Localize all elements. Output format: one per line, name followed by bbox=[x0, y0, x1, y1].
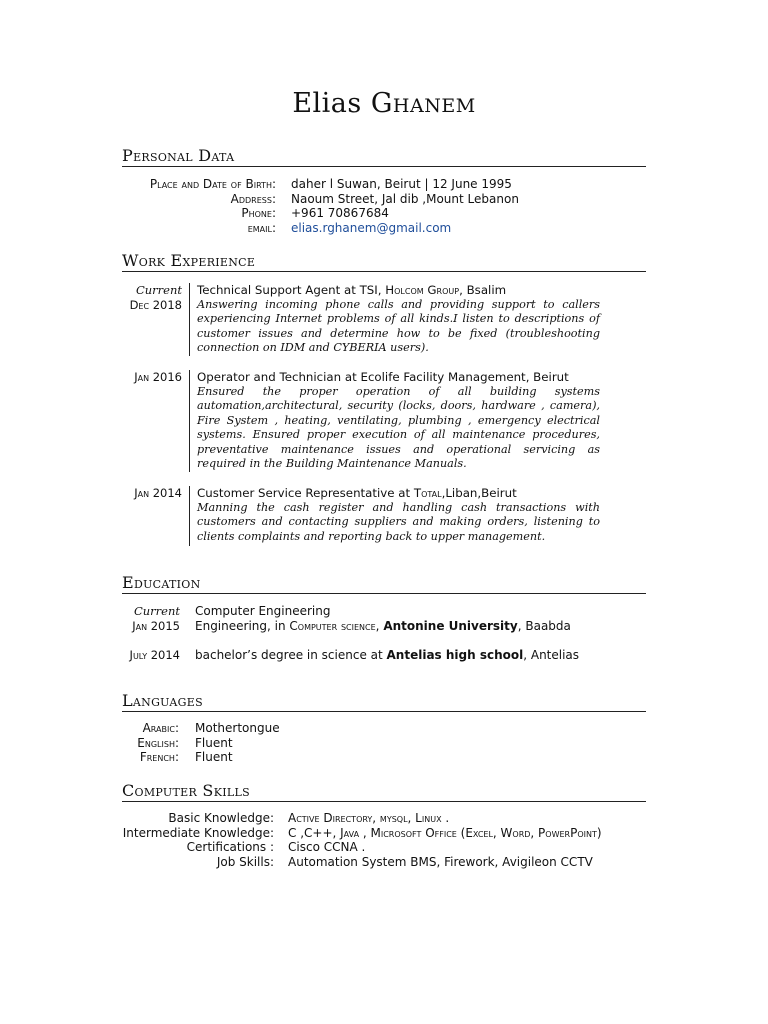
entry-date bbox=[122, 486, 182, 501]
entry-body bbox=[197, 486, 600, 544]
personal-row bbox=[122, 206, 646, 221]
section-title-education: Education bbox=[122, 573, 201, 592]
language-level: Fluent bbox=[195, 750, 233, 764]
skill-category: Certifications : bbox=[186, 840, 274, 854]
entry-role: Technical Support Agent at TSI, Holcom Group, Bsalim bbox=[197, 283, 507, 297]
languages-section bbox=[122, 691, 646, 765]
personal-row bbox=[122, 177, 646, 192]
degree-title: Computer Engineering bbox=[195, 604, 331, 618]
date-start: Jan 2015 bbox=[132, 618, 180, 633]
personal-row bbox=[122, 192, 646, 207]
timeline-bar bbox=[189, 370, 190, 472]
entry-description: Ensured the proper operation of all building systems automation,architectural, security (locks, doors, hardware , camera), Fire System , heating, ventilating, plumbing , emergency electrical systems. Ensured proper execution of all maintenance procedures, preventative maintenance issues and operational servicing as required in the Building Maintenance Manuals. bbox=[197, 384, 600, 470]
language-name: English: bbox=[137, 735, 179, 750]
timeline-bar bbox=[189, 283, 190, 356]
skill-items: Cisco CCNA . bbox=[288, 840, 366, 854]
personal-key: Phone: bbox=[241, 206, 276, 220]
entry-date bbox=[122, 370, 182, 385]
section-rule bbox=[122, 271, 646, 272]
entry-description: Manning the cash register and handling cash transactions with customers and contacting suppliers and making orders, listening to clients complaints and reporting back to upper management. bbox=[197, 500, 600, 543]
date-current: Current bbox=[135, 283, 182, 297]
date-start: Dec 2018 bbox=[129, 297, 182, 312]
entry-date bbox=[122, 648, 180, 663]
entry-body bbox=[197, 370, 600, 472]
language-row bbox=[122, 721, 646, 736]
language-row bbox=[122, 736, 646, 751]
entry-body bbox=[195, 604, 635, 633]
section-title-skills: Computer Skills bbox=[122, 781, 250, 800]
skill-items: Active Directory, mysql, Linux . bbox=[288, 811, 450, 825]
skill-row bbox=[122, 811, 646, 826]
personal-data-section bbox=[122, 146, 646, 235]
section-rule bbox=[122, 593, 646, 594]
entry-date bbox=[122, 604, 180, 633]
entry-body bbox=[195, 648, 635, 663]
personal-key: Place and Date of Birth: bbox=[149, 177, 276, 191]
date-current: Current bbox=[133, 604, 180, 618]
entry-date bbox=[122, 283, 182, 312]
entry-body bbox=[197, 283, 600, 356]
personal-row bbox=[122, 221, 646, 236]
language-level: Mothertongue bbox=[195, 721, 280, 735]
date-start: Jan 2014 bbox=[134, 486, 182, 500]
skill-row bbox=[122, 826, 646, 841]
language-name: French: bbox=[139, 750, 179, 764]
section-title-languages: Languages bbox=[122, 691, 203, 710]
personal-key: Address: bbox=[230, 191, 276, 206]
degree-detail: Engineering, in Computer science, Antonine University, Baabda bbox=[195, 618, 571, 633]
section-title-work: Work Experience bbox=[122, 251, 256, 270]
resume-name bbox=[122, 88, 646, 119]
language-name: Arabic: bbox=[142, 721, 179, 735]
entry-description: Answering incoming phone calls and providing support to callers experiencing Internet problems of all kinds.I listen to descriptions of customer issues and determine how to be fixed (troubleshooting connection on IDM and CYBERIA users). bbox=[197, 297, 600, 354]
first-name: Elias bbox=[292, 88, 362, 119]
date-start: Jan 2016 bbox=[134, 370, 182, 384]
personal-value: Naoum Street, Jal dib ,Mount Lebanon bbox=[291, 191, 519, 206]
work-experience-section bbox=[122, 251, 646, 272]
section-title-personal: Personal Data bbox=[122, 146, 235, 165]
email-link[interactable]: elias.rghanem@gmail.com bbox=[291, 220, 452, 235]
last-name: Ghanem bbox=[370, 88, 476, 119]
timeline-bar bbox=[189, 486, 190, 546]
personal-value: daher l Suwan, Beirut | 12 June 1995 bbox=[291, 177, 512, 191]
language-level: Fluent bbox=[195, 735, 233, 750]
education-section bbox=[122, 573, 646, 594]
skill-category: Intermediate Knowledge: bbox=[122, 825, 274, 840]
personal-key: email: bbox=[247, 220, 276, 235]
language-row bbox=[122, 750, 646, 765]
date-start: July 2014 bbox=[129, 648, 180, 662]
skill-items: Automation System BMS, Firework, Avigileon CCTV bbox=[288, 854, 593, 869]
entry-role: Customer Service Representative at Total,Liban,Beirut bbox=[197, 486, 517, 500]
skill-items: C ,C++, Java , Microsoft Office (Excel, Word, PowerPoint) bbox=[288, 825, 602, 840]
degree-detail: bachelor’s degree in science at Antelias high school, Antelias bbox=[195, 648, 580, 662]
skill-category: Basic Knowledge: bbox=[168, 811, 274, 825]
personal-value: +961 70867684 bbox=[291, 206, 389, 220]
skill-row bbox=[122, 855, 646, 870]
skill-category: Job Skills: bbox=[216, 854, 274, 869]
entry-role: Operator and Technician at Ecolife Facility Management, Beirut bbox=[197, 370, 569, 384]
skill-row bbox=[122, 840, 646, 855]
computer-skills-section bbox=[122, 781, 646, 869]
